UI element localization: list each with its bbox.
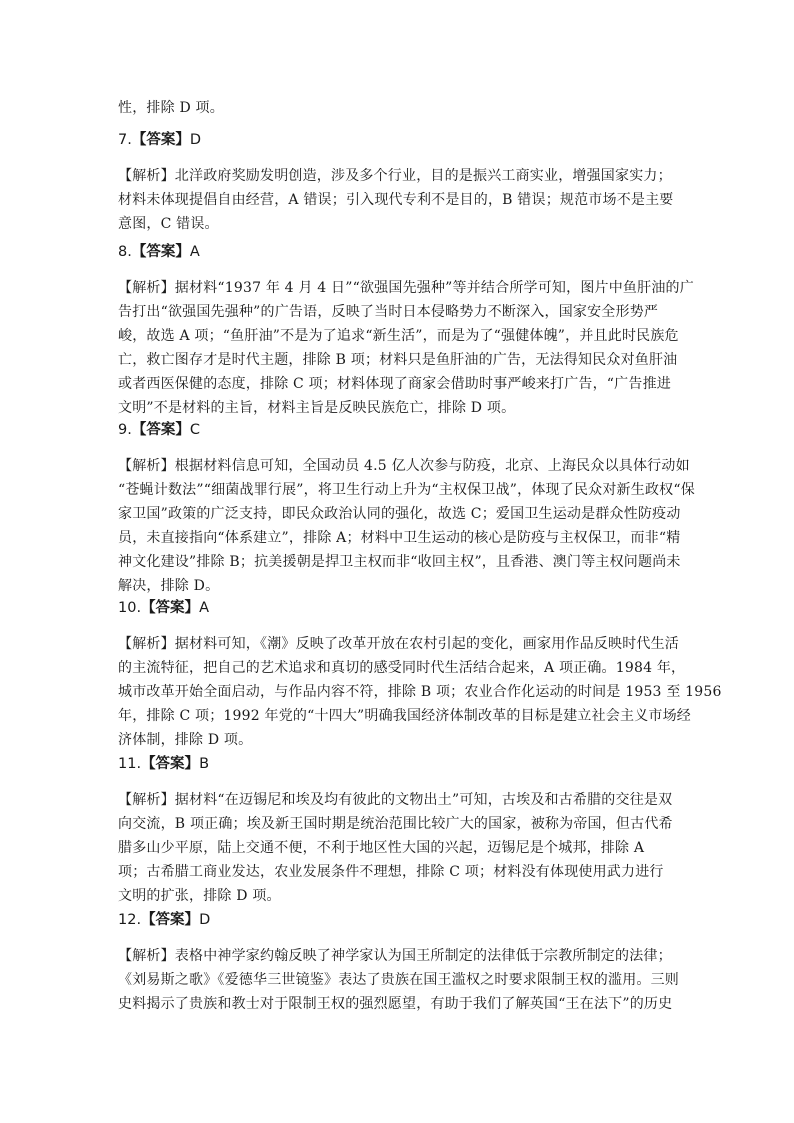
- answer-heading-11: [118, 752, 678, 776]
- answer-letter: B: [199, 756, 210, 772]
- answer-heading-12: [118, 908, 678, 932]
- question-number: 7.: [118, 132, 132, 148]
- question-number: 11.: [118, 756, 142, 772]
- text-line: “苍蝇计数法”“细菌战罪行展”，将卫生行动上升为“主权保卫战”，体现了民众对新生政权“保: [118, 482, 695, 498]
- answer-letter: D: [189, 132, 202, 148]
- text-line: 腊多山少平原，陆上交通不便，不利于地区性大国的兴起，迈锡尼是个城邦，排除 A: [118, 840, 645, 856]
- text-line: 的主流特征，把自己的艺术追求和真切的感受同时代生活结合起来，A 项正确。1984 年，: [118, 660, 686, 676]
- answer-letter: D: [199, 912, 211, 928]
- answer-heading-9: [118, 418, 678, 442]
- answer-letter: A: [189, 244, 200, 260]
- answer-tag: 【答案】: [131, 244, 190, 260]
- text-line: 神文化建设”排除 B；抗美援朝是捍卫主权而非“收回主权”，且香港、澳门等主权问题尚未: [118, 554, 681, 570]
- question-number: 8.: [118, 244, 132, 260]
- text-line: 【解析】表格中神学家约翰反映了神学家认为国王所制定的法律低于宗教所制定的法律；: [118, 948, 672, 964]
- text-line: 《刘易斯之歌》《爱德华三世镜鉴》表达了贵族在国王滥权之时要求限制王权的滥用。三则: [118, 972, 679, 988]
- text-line: 年，排除 C 项；1992 年党的“十四大”明确我国经济体制改革的目标是建立社会主义市场经: [118, 708, 692, 724]
- answer-tag: 【答案】: [141, 756, 200, 772]
- text-line: 解决，排除 D。: [118, 578, 220, 594]
- text-line: 或者西医保健的态度，排除 C 项；材料体现了商家会借助时事严峻来打广告，“广告推进: [118, 376, 671, 392]
- text-line: 【解析】据材料可知，《潮》反映了改革开放在农村引起的变化，画家用作品反映时代生活: [118, 636, 679, 652]
- text-line: 意图，C 错误。: [118, 216, 219, 232]
- answer-letter: C: [189, 422, 200, 438]
- text-line: 【解析】北洋政府奖励发明创造，涉及多个行业，目的是振兴工商实业，增强国家实力；: [118, 168, 672, 184]
- answer-tag: 【答案】: [131, 132, 190, 148]
- text-line: 家卫国”政策的广泛支持，即民众政治认同的强化，故选 C；爱国卫生运动是群众性防疫动: [118, 506, 681, 522]
- text-line: 【解析】据材料“在迈锡尼和埃及均有彼此的文物出土”可知，古埃及和古希腊的交往是双: [118, 792, 673, 808]
- text-line: 员，未直接指向“体系建立”，排除 A；材料中卫生运动的核心是防疫与主权保卫，而非“精: [118, 530, 681, 546]
- text-line: 文明的扩张，排除 D 项。: [118, 888, 281, 904]
- answer-tag: 【答案】: [141, 600, 200, 616]
- analysis-paragraph-11: [118, 788, 678, 908]
- text-line: 城市改革开始全面启动，与作品内容不符，排除 B 项；农业合作化运动的时间是 1953 至 1956: [118, 684, 722, 700]
- answer-letter: A: [199, 600, 209, 616]
- text-line: 济体制，排除 D 项。: [118, 732, 253, 748]
- text-line: 文明”不是材料的主旨，材料主旨是反映民族危亡，排除 D 项。: [118, 400, 516, 416]
- answer-heading-10: [118, 596, 678, 620]
- text-line: 向交流，B 项正确；埃及新王国时期是统治范围比较广大的国家，被称为帝国，但古代希: [118, 816, 673, 832]
- text-line: 亡，救亡图存才是时代主题，排除 B 项；材料只是鱼肝油的广告，无法得知民众对鱼肝油: [118, 352, 678, 368]
- text-line: 【解析】据材料“1937 年 4 月 4 日”“欲强国先强种”等并结合所学可知，图片中鱼肝油的广: [118, 280, 694, 296]
- question-number: 10.: [118, 600, 142, 616]
- text-line: 告打出“欲强国先强种”的广告语，反映了当时日本侵略势力不断深入，国家安全形势严: [118, 304, 659, 320]
- text-line: 材料未体现提倡自由经营，A 错误；引入现代专利不是目的，B 错误；规范市场不是主要: [118, 192, 674, 208]
- continuation-paragraph: [118, 96, 678, 120]
- question-number: 9.: [118, 422, 132, 438]
- analysis-paragraph-12: [118, 944, 678, 1016]
- answer-heading-8: [118, 240, 678, 264]
- analysis-paragraph-9: [118, 454, 695, 598]
- answer-heading-7: [118, 128, 678, 152]
- analysis-paragraph-8: [118, 276, 694, 420]
- analysis-paragraph-10: [118, 632, 722, 752]
- text-line: 【解析】根据材料信息可知，全国动员 4.5 亿人次参与防疫，北京、上海民众以具体行动如: [118, 458, 690, 474]
- answer-tag: 【答案】: [131, 422, 190, 438]
- analysis-paragraph-7: [118, 164, 678, 236]
- text-line: 性，排除 D 项。: [118, 100, 224, 116]
- question-number: 12.: [118, 912, 142, 928]
- answer-tag: 【答案】: [141, 912, 200, 928]
- text-line: 项；古希腊工商业发达，农业发展条件不理想，排除 C 项；材料没有体现使用武力进行: [118, 864, 664, 880]
- text-line: 峻，故选 A 项；“鱼肝油”不是为了追求“新生活”，而是为了“强健体魄”，并且此时民族危: [118, 328, 679, 344]
- text-line: 史料揭示了贵族和教士对于限制王权的强烈愿望，有助于我们了解英国“王在法下”的历史: [118, 996, 673, 1012]
